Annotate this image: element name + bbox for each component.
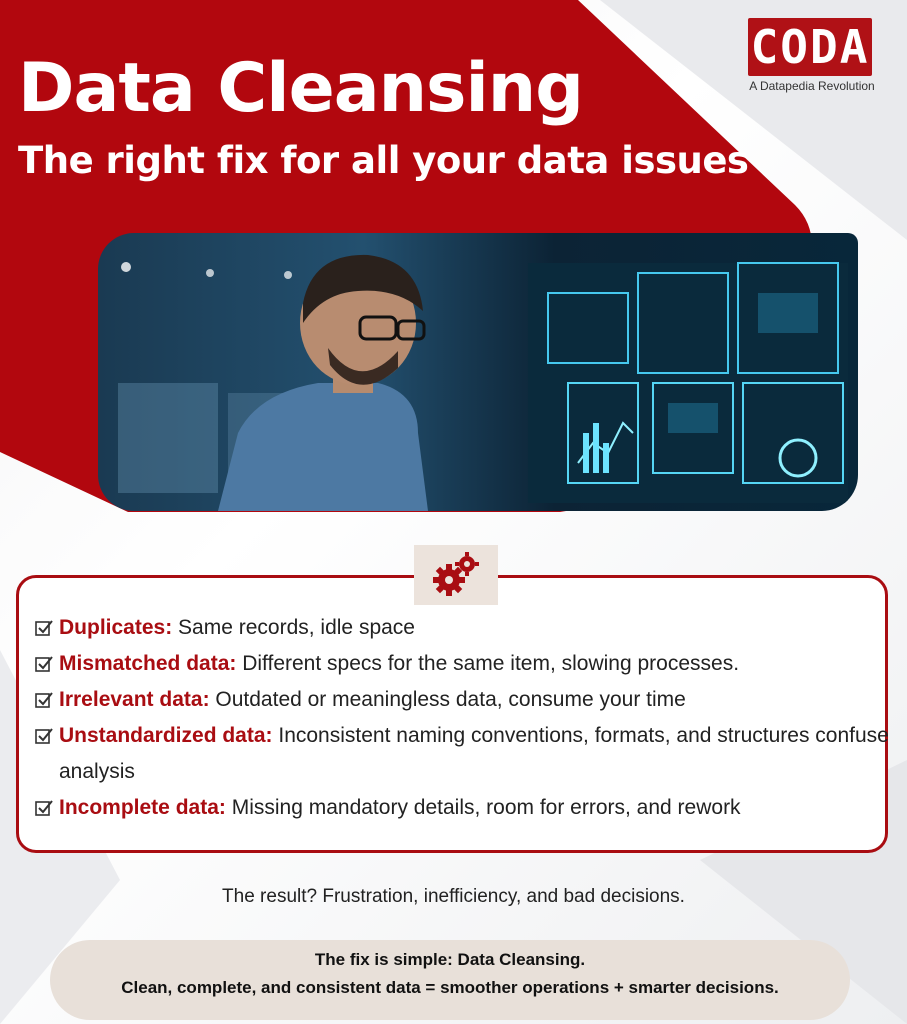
page-title: Data Cleansing [18,49,583,128]
issue-term: Duplicates: [59,616,173,639]
logo-mark [748,18,872,76]
issue-term: Mismatched data: [59,652,237,675]
issue-desc: Outdated or meaningless data, consume your time [209,688,686,711]
logo-brand: CODA [750,20,870,74]
list-item [35,790,895,826]
analyst-with-dashboards-icon [98,233,858,511]
issues-list [35,610,895,826]
issue-term: Incomplete data: [59,796,226,819]
logo-tagline: A Datapedia Revolution [749,79,875,93]
list-item [35,718,895,790]
list-item [35,646,895,682]
gears-icon [431,552,481,598]
issue-desc: Inconsistent naming conventions, formats, and structures confuse analysis [59,724,889,783]
checkbox-checked-icon [35,799,53,817]
issue-term: Irrelevant data: [59,688,210,711]
issue-term: Unstandardized data: [59,724,273,747]
coda-logo [748,18,876,93]
result-text: The result? Frustration, inefficiency, and bad decisions. [222,886,685,907]
list-item [35,682,895,718]
gears-badge [414,545,498,605]
issue-desc: Different specs for the same item, slowing processes. [236,652,740,675]
hero-image [98,233,858,511]
checkbox-checked-icon [35,691,53,709]
issue-desc: Same records, idle space [172,616,415,639]
fix-line-2: Clean, complete, and consistent data = smoother operations + smarter decisions. [121,978,779,997]
checkbox-checked-icon [35,619,53,637]
fix-line-1: The fix is simple: Data Cleansing. [314,950,586,969]
issue-desc: Missing mandatory details, room for errors, and rework [225,796,741,819]
fix-callout [50,940,850,1020]
checkbox-checked-icon [35,655,53,673]
list-item [35,610,895,646]
checkbox-checked-icon [35,727,53,745]
page-subtitle: The right fix for all your data issues [18,139,749,182]
